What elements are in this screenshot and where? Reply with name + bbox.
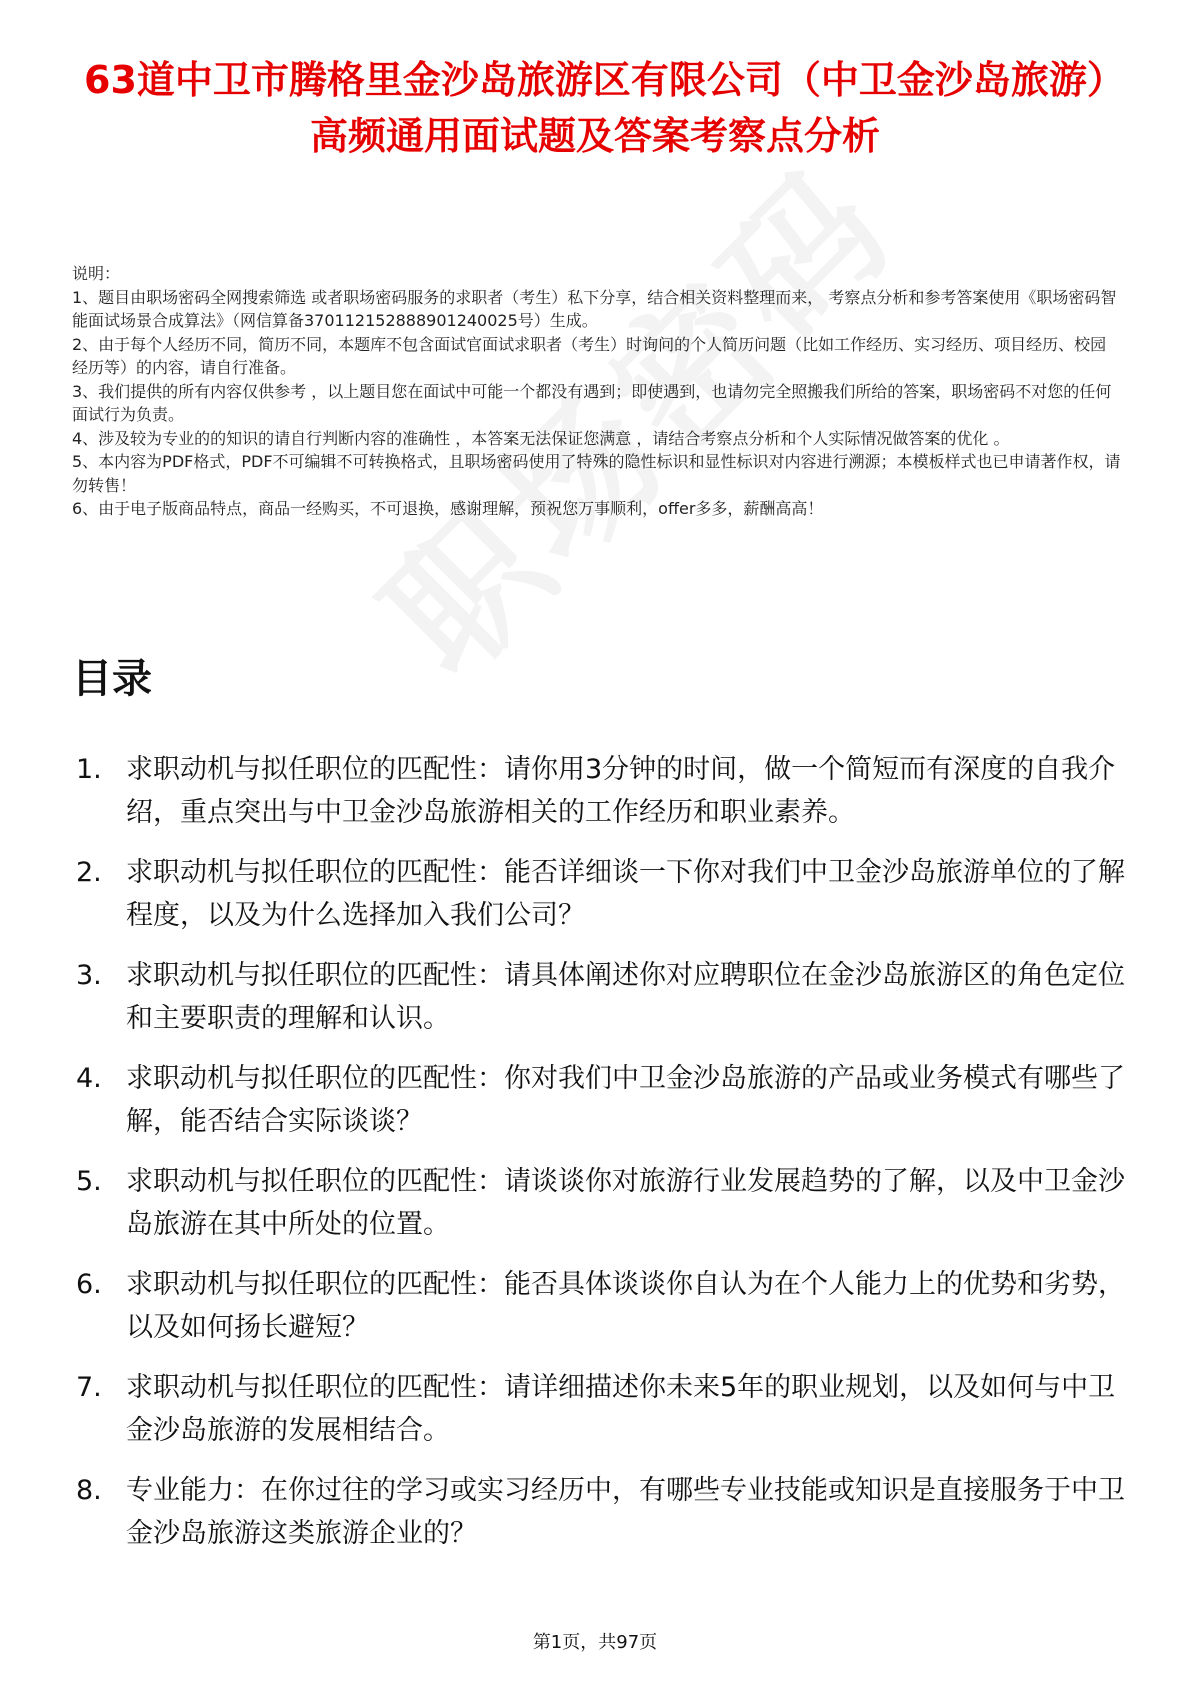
toc-item-number: 7. — [76, 1372, 102, 1403]
toc-item[interactable] — [72, 1057, 1132, 1143]
toc-item-text: 求职动机与拟任职位的匹配性：能否具体谈谈你自认为在个人能力上的优势和劣势，以及如何扬长避短？ — [126, 1269, 1125, 1343]
toc-item-number: 8. — [76, 1475, 102, 1506]
toc-heading: 目录 — [72, 656, 152, 702]
toc-item[interactable] — [72, 1366, 1132, 1452]
toc-item-text: 求职动机与拟任职位的匹配性：请详细描述你未来5年的职业规划，以及如何与中卫金沙岛旅游的发展相结合。 — [126, 1372, 1116, 1446]
note-item: 4、涉及较为专业的的知识的请自行判断内容的准确性 ，本答案无法保证您满意 ，请结合考察点分析和个人实际情况做答案的优化 。 — [72, 428, 1010, 448]
notes-section — [72, 262, 1122, 521]
note-item: 5、本内容为PDF格式，PDF不可编辑不可转换格式，且职场密码使用了特殊的隐性标识和显性标识对内容进行溯源；本模板样式也已申请著作权，请勿转售！ — [72, 452, 1121, 495]
toc-item-text: 求职动机与拟任职位的匹配性：能否详细谈一下你对我们中卫金沙岛旅游单位的了解程度，以及为什么选择加入我们公司？ — [126, 857, 1125, 931]
note-item: 6、由于电子版商品特点，商品一经购买，不可退换，感谢理解，预祝您万事顺利，offer多多，薪酬高高！ — [72, 499, 824, 518]
toc-item[interactable] — [72, 851, 1132, 937]
note-item: 3、我们提供的所有内容仅供参考 ，以上题目您在面试中可能一个都没有遇到；即使遇到，也请勿完全照搬我们所给的答案，职场密码不对您的任何面试行为负责。 — [72, 381, 1112, 424]
toc-item-number: 2. — [76, 857, 102, 888]
toc-item-number: 5. — [76, 1166, 102, 1197]
toc-item[interactable] — [72, 748, 1132, 834]
note-item: 1、题目由职场密码全网搜索筛选 或者职场密码服务的求职者（考生）私下分享，结合相关资料整理而来， 考察点分析和参考答案使用《职场密码智能面试场景合成算法》（网信算备370112152888901240025号）生成。 — [72, 287, 1117, 330]
toc-item-text: 求职动机与拟任职位的匹配性：请具体阐述你对应聘职位在金沙岛旅游区的角色定位和主要职责的理解和认识。 — [126, 960, 1125, 1034]
toc-item-text: 求职动机与拟任职位的匹配性：请谈谈你对旅游行业发展趋势的了解，以及中卫金沙岛旅游在其中所处的位置。 — [126, 1166, 1125, 1240]
note-item: 2、由于每个人经历不同，简历不同，本题库不包含面试官面试求职者（考生）时询问的个人简历问题（比如工作经历、实习经历、项目经历、校园经历等）的内容，请自行准备。 — [72, 334, 1107, 377]
toc-item-number: 4. — [76, 1063, 102, 1094]
toc-list — [72, 748, 1132, 1572]
toc-item-number: 3. — [76, 960, 102, 991]
toc-item-text: 求职动机与拟任职位的匹配性：请你用3分钟的时间，做一个简短而有深度的自我介绍，重点突出与中卫金沙岛旅游相关的工作经历和职业素养。 — [126, 754, 1116, 828]
document-title: 63道中卫市腾格里金沙岛旅游区有限公司（中卫金沙岛旅游）高频通用面试题及答案考察点分析 — [84, 58, 1106, 158]
toc-item-number: 6. — [76, 1269, 102, 1300]
toc-item[interactable] — [72, 954, 1132, 1040]
toc-item-text: 专业能力：在你过往的学习或实习经历中，有哪些专业技能或知识是直接服务于中卫金沙岛旅游这类旅游企业的？ — [126, 1475, 1125, 1549]
toc-item[interactable] — [72, 1469, 1132, 1555]
toc-item-text: 求职动机与拟任职位的匹配性：你对我们中卫金沙岛旅游的产品或业务模式有哪些了解，能否结合实际谈谈？ — [126, 1063, 1125, 1137]
toc-item-number: 1. — [76, 754, 102, 785]
toc-item[interactable] — [72, 1160, 1132, 1246]
notes-heading: 说明： — [72, 264, 121, 283]
page-footer: 第1页，共97页 — [532, 1632, 658, 1653]
toc-item[interactable] — [72, 1263, 1132, 1349]
